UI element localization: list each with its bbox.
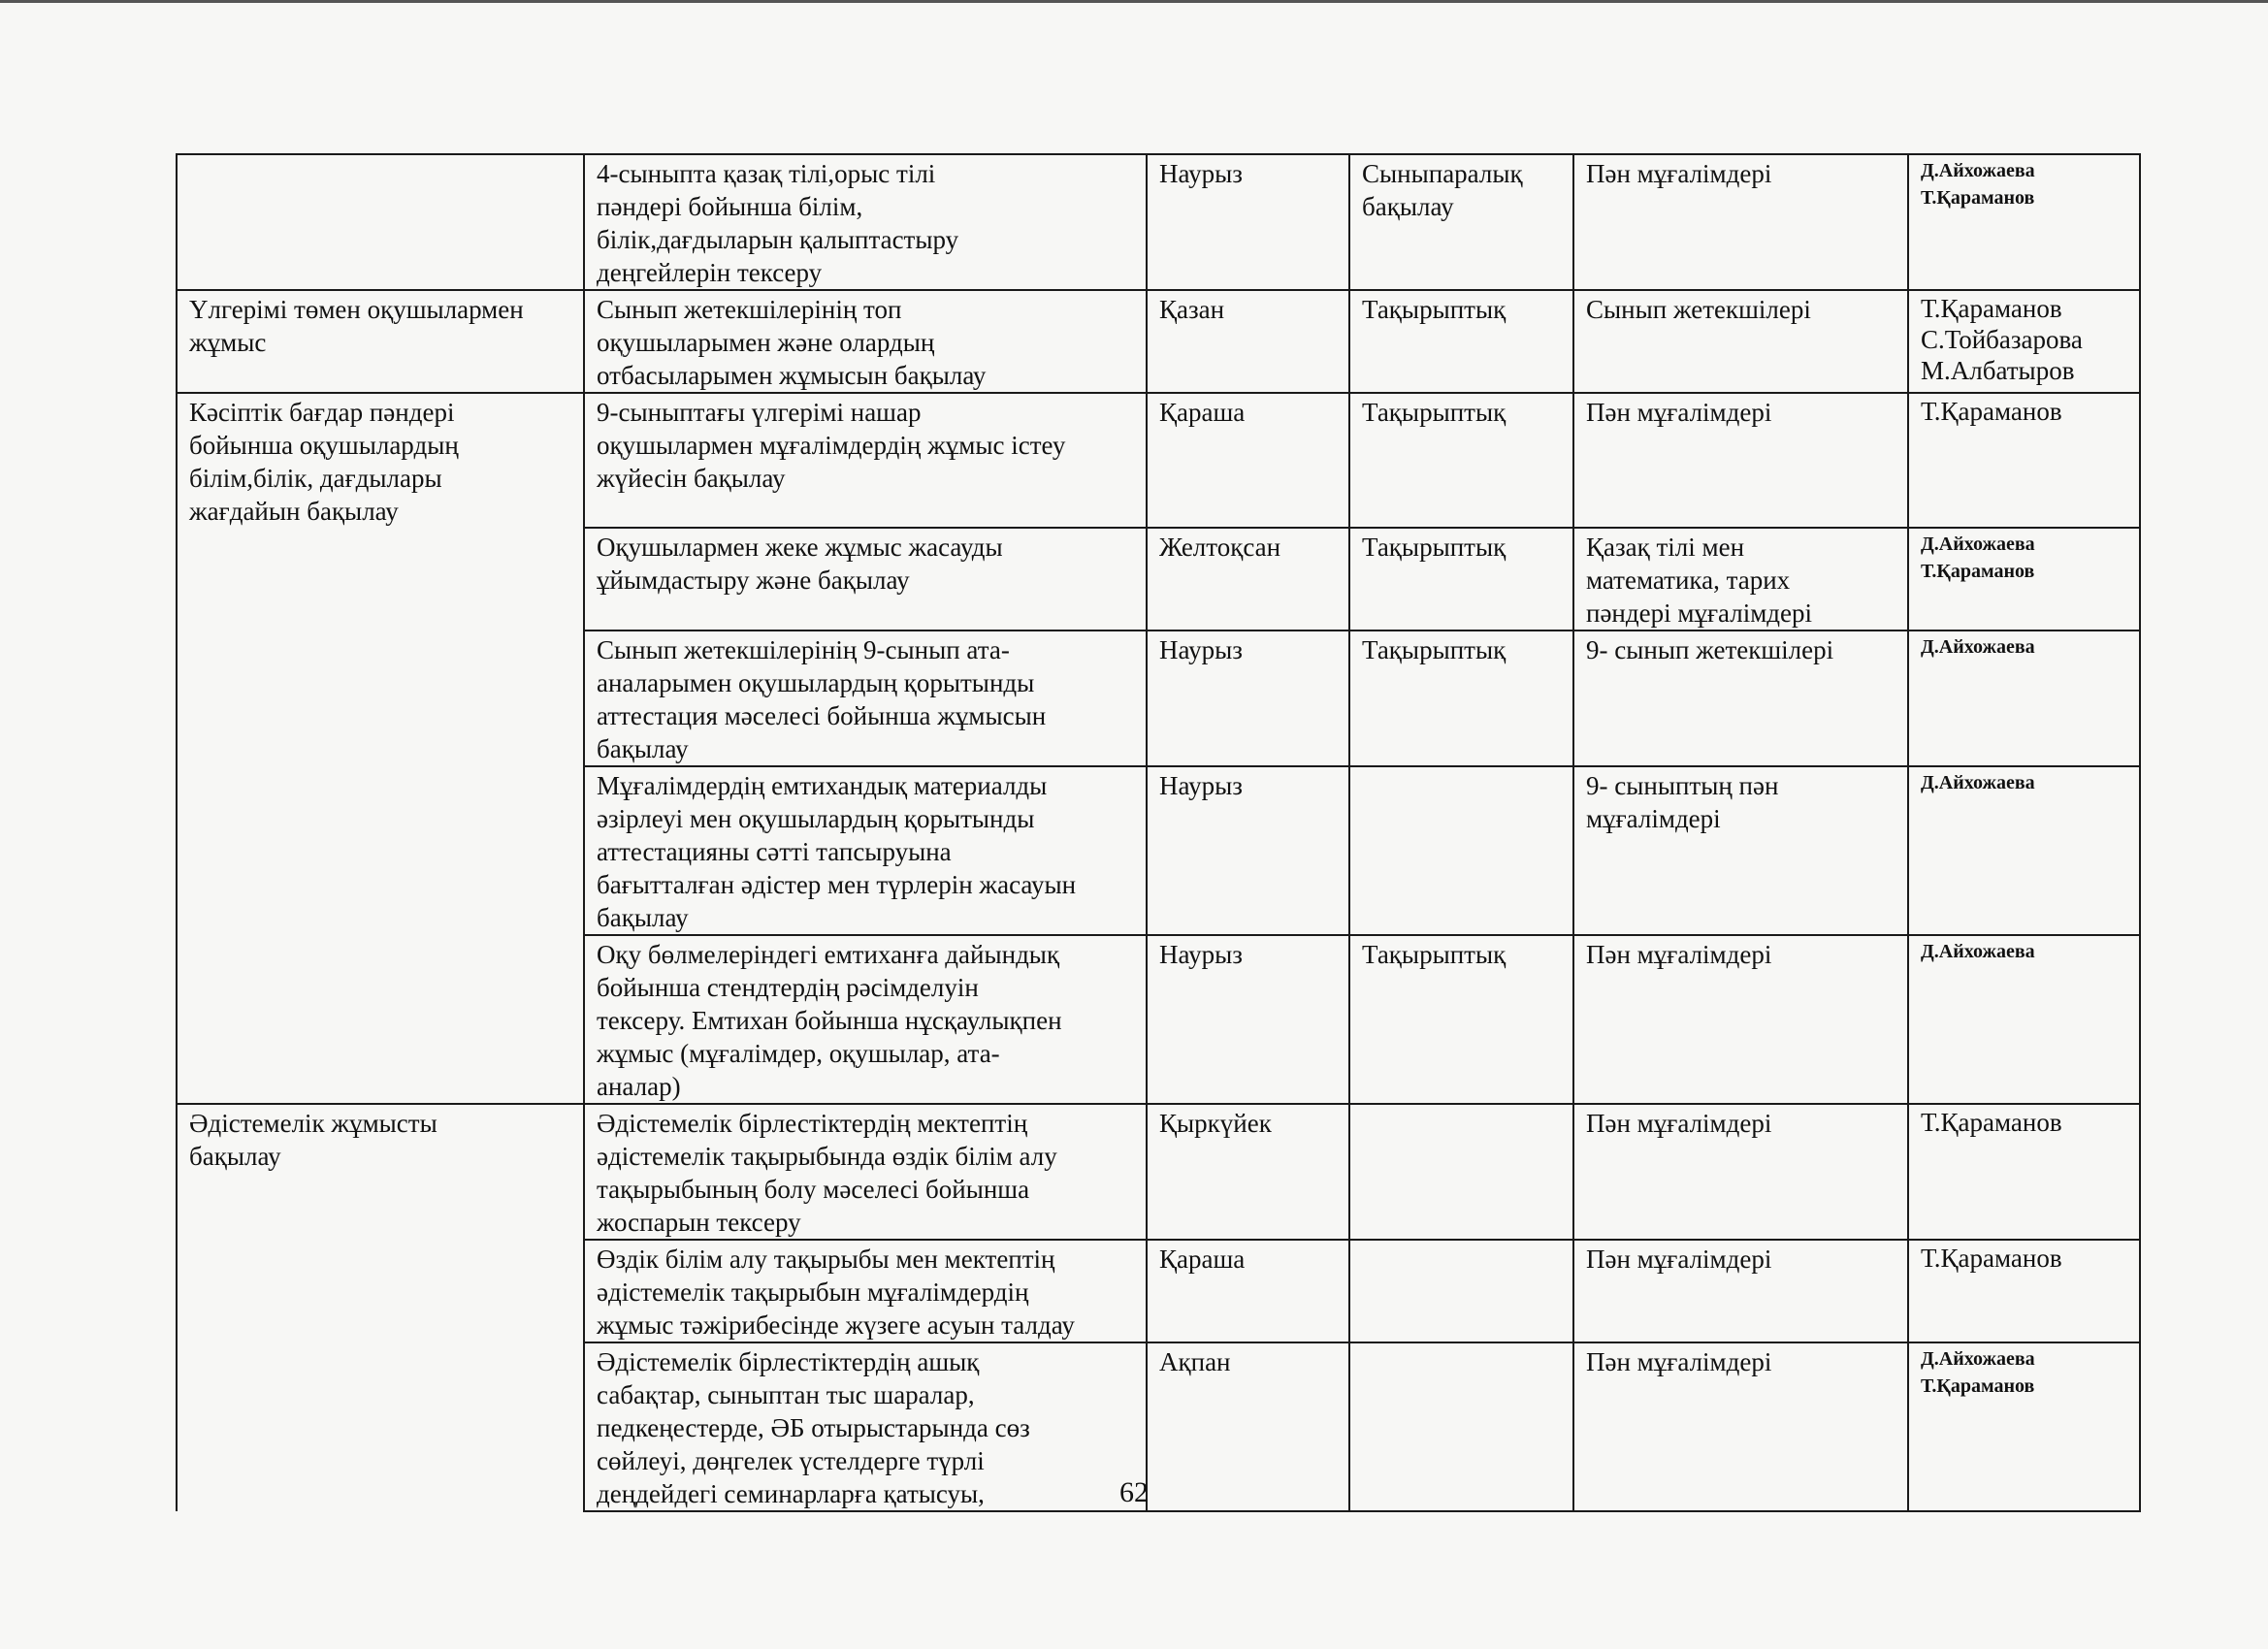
control-type-cell <box>1349 528 1573 630</box>
responsible-cell-line: Т.Қараманов <box>1921 1244 2062 1273</box>
participants-cell <box>1573 935 1908 1104</box>
control-area-cell <box>177 630 584 766</box>
control-content-cell-line: бақылау <box>597 903 689 932</box>
control-content-cell <box>584 528 1147 630</box>
page-number: 62 <box>1119 1476 1149 1508</box>
control-content-cell <box>584 630 1147 766</box>
participants-cell-line: мұғалімдері <box>1586 804 1721 833</box>
responsible-cell-line: Д.Айхожаева <box>1921 1348 2035 1370</box>
table-row <box>177 935 2140 1104</box>
table-row <box>177 528 2140 630</box>
control-content-cell-line: бақылау <box>597 734 689 763</box>
participants-cell-line: Қазақ тілі мен <box>1586 533 1745 562</box>
control-type-cell <box>1349 766 1573 935</box>
responsible-cell-line: С.Тойбазарова <box>1921 325 2083 354</box>
control-type-cell-line: Сыныпаралық <box>1362 159 1523 188</box>
participants-cell-line: Пән мұғалімдері <box>1586 398 1772 427</box>
responsible-cell-line: Т.Қараманов <box>1921 187 2035 209</box>
control-type-cell-line: Тақырыптық <box>1362 533 1507 562</box>
control-content-cell-line: әдістемелік тақырыбын мұғалімдердің <box>597 1277 1029 1307</box>
control-content-cell-line: оқушылармен мұғалімдердің жұмыс істеу <box>597 431 1066 460</box>
control-area-cell-line: білім,білік, дағдылары <box>189 464 442 493</box>
participants-cell <box>1573 1104 1908 1240</box>
responsible-cell-line: Д.Айхожаева <box>1921 772 2035 793</box>
control-content-cell-line: Өздік білім алу тақырыбы мен мектептің <box>597 1245 1055 1274</box>
control-area-cell <box>177 528 584 630</box>
control-type-cell-line: Тақырыптық <box>1362 940 1507 969</box>
responsible-cell-line: Т.Қараманов <box>1921 294 2062 323</box>
control-content-cell-line: әдістемелік тақырыбында өздік білім алу <box>597 1142 1057 1171</box>
control-content-cell-line: жұмыс тәжірибесінде жүзеге асуын талдау <box>597 1310 1075 1340</box>
control-content-cell-line: Мұғалімдердің емтихандық материалды <box>597 771 1048 800</box>
table-row <box>177 766 2140 935</box>
control-type-cell-line: Тақырыптық <box>1362 398 1507 427</box>
control-content-cell-line: жүйесін бақылау <box>597 464 786 493</box>
control-type-cell-line: Тақырыптық <box>1362 295 1507 324</box>
control-content-cell-line: отбасыларымен жұмысын бақылау <box>597 361 987 390</box>
time-cell: Наурыз <box>1147 766 1349 935</box>
control-content-cell <box>584 154 1147 290</box>
responsible-cell-line: Т.Қараманов <box>1921 1375 2035 1397</box>
participants-cell-line: математика, тарих <box>1586 566 1791 595</box>
participants-cell-line: Пән мұғалімдері <box>1586 1109 1772 1138</box>
control-content-cell-line: деңгейлерін тексеру <box>597 258 823 287</box>
responsible-cell-line: Т.Қараманов <box>1921 1108 2062 1137</box>
control-content-cell-line: педкеңестерде, ӘБ отырыстарында сөз <box>597 1413 1030 1442</box>
control-area-cell <box>177 393 584 528</box>
responsible-cell <box>1908 1104 2140 1240</box>
control-area-cell <box>177 766 584 935</box>
control-content-cell <box>584 766 1147 935</box>
time-cell: Желтоқсан <box>1147 528 1349 630</box>
participants-cell-line: пәндері мұғалімдері <box>1586 598 1813 628</box>
participants-cell <box>1573 630 1908 766</box>
control-content-cell-line: оқушыларымен және олардың <box>597 328 935 357</box>
control-type-cell <box>1349 630 1573 766</box>
responsible-cell <box>1908 290 2140 393</box>
control-content-cell-line: Оқушылармен жеке жұмыс жасауды <box>597 533 1003 562</box>
control-content-cell-line: аналар) <box>597 1072 681 1101</box>
control-content-cell <box>584 1104 1147 1240</box>
top-edge-rule <box>0 0 2268 3</box>
control-type-cell <box>1349 1104 1573 1240</box>
table-row <box>177 393 2140 528</box>
table-row <box>177 1240 2140 1342</box>
control-content-cell-line: аттестацияны сәтті тапсыруына <box>597 837 952 866</box>
control-content-cell-line: пәндері бойынша білім, <box>597 192 863 221</box>
control-area-cell-line: Әдістемелік жұмысты <box>189 1109 437 1138</box>
control-content-cell-line: сөйлеуі, дөңгелек үстелдерге түрлі <box>597 1446 985 1475</box>
time-cell: Ақпан <box>1147 1342 1349 1511</box>
control-type-cell-line: Тақырыптық <box>1362 635 1507 664</box>
control-type-cell <box>1349 290 1573 393</box>
responsible-cell <box>1908 393 2140 528</box>
control-content-cell-line: 4-сыныпта қазақ тілі,орыс тілі <box>597 159 936 188</box>
control-type-cell <box>1349 1240 1573 1342</box>
responsible-cell <box>1908 935 2140 1104</box>
control-content-cell <box>584 935 1147 1104</box>
control-content-cell-line: жоспарын тексеру <box>597 1208 801 1237</box>
participants-cell <box>1573 290 1908 393</box>
control-content-cell-line: тақырыбының болу мәселесі бойынша <box>597 1175 1030 1204</box>
control-type-cell <box>1349 935 1573 1104</box>
participants-cell-line: 9- сынып жетекшілері <box>1586 635 1834 664</box>
time-cell: Қараша <box>1147 393 1349 528</box>
table-row <box>177 1104 2140 1240</box>
responsible-cell-line: М.Албатыров <box>1921 356 2075 385</box>
responsible-cell-line: Т.Қараманов <box>1921 397 2062 426</box>
responsible-cell <box>1908 1240 2140 1342</box>
control-area-cell <box>177 290 584 393</box>
control-area-cell <box>177 154 584 290</box>
control-content-cell-line: Әдістемелік бірлестіктердің ашық <box>597 1347 980 1376</box>
time-cell: Наурыз <box>1147 630 1349 766</box>
responsible-cell <box>1908 528 2140 630</box>
control-content-cell-line: білік,дағдыларын қалыптастыру <box>597 225 959 254</box>
time-cell: Қыркүйек <box>1147 1104 1349 1240</box>
control-content-cell-line: Оқу бөлмелеріндегі емтиханға дайындық <box>597 940 1060 969</box>
control-content-cell-line: жұмыс (мұғалімдер, оқушылар, ата- <box>597 1039 1000 1068</box>
responsible-cell-line: Д.Айхожаева <box>1921 941 2035 962</box>
control-content-cell-line: ұйымдастыру және бақылау <box>597 566 910 595</box>
participants-cell-line: Пән мұғалімдері <box>1586 1347 1772 1376</box>
participants-cell <box>1573 1240 1908 1342</box>
control-area-cell-line: бақылау <box>189 1142 281 1171</box>
participants-cell-line: Сынып жетекшілері <box>1586 295 1811 324</box>
control-area-cell-line: жұмыс <box>189 328 267 357</box>
time-cell: Қазан <box>1147 290 1349 393</box>
control-content-cell-line: Сынып жетекшілерінің топ <box>597 295 902 324</box>
time-cell: Наурыз <box>1147 935 1349 1104</box>
control-content-cell-line: 9-сыныптағы үлгерімі нашар <box>597 398 922 427</box>
participants-cell <box>1573 528 1908 630</box>
control-content-cell <box>584 1240 1147 1342</box>
table-row <box>177 630 2140 766</box>
control-content-cell-line: деңдейдегі семинарларға қатысуы, <box>597 1479 985 1508</box>
control-content-cell-line: бойынша стендтердің рәсімделуін <box>597 973 979 1002</box>
participants-cell <box>1573 766 1908 935</box>
table-row <box>177 154 2140 290</box>
control-content-cell <box>584 393 1147 528</box>
responsible-cell <box>1908 154 2140 290</box>
control-area-cell-line: Кәсіптік бағдар пәндері <box>189 398 455 427</box>
control-area-cell <box>177 935 584 1104</box>
control-area-cell <box>177 1104 584 1240</box>
participants-cell-line: Пән мұғалімдері <box>1586 940 1772 969</box>
control-type-cell-line: бақылау <box>1362 192 1454 221</box>
participants-cell-line: Пән мұғалімдері <box>1586 1245 1772 1274</box>
control-area-cell-line: жағдайын бақылау <box>189 497 399 526</box>
table-row <box>177 290 2140 393</box>
responsible-cell-line: Д.Айхожаева <box>1921 636 2035 658</box>
table-body <box>177 154 2140 1511</box>
responsible-cell-line: Д.Айхожаева <box>1921 160 2035 181</box>
control-content-cell-line: сабақтар, сыныптан тыс шаралар, <box>597 1380 975 1409</box>
time-cell: Қараша <box>1147 1240 1349 1342</box>
control-content-cell <box>584 290 1147 393</box>
control-content-cell-line: аналарымен оқушылардың қорытынды <box>597 668 1035 697</box>
control-content-cell-line: тексеру. Емтихан бойынша нұсқаулықпен <box>597 1006 1062 1035</box>
control-type-cell <box>1349 393 1573 528</box>
control-content-cell-line: Сынып жетекшілерінің 9-сынып ата- <box>597 635 1010 664</box>
control-content-cell-line: бағытталған әдістер мен түрлерін жасауын <box>597 870 1077 899</box>
control-area-cell-line: бойынша оқушылардың <box>189 431 459 460</box>
control-content-cell-line: әзірлеуі мен оқушылардың қорытынды <box>597 804 1035 833</box>
participants-cell <box>1573 154 1908 290</box>
time-cell: Наурыз <box>1147 154 1349 290</box>
control-content-cell-line: аттестация мәселесі бойынша жұмысын <box>597 701 1047 730</box>
control-content-cell-line: Әдістемелік бірлестіктердің мектептің <box>597 1109 1028 1138</box>
control-area-cell-line: Үлгерімі төмен оқушылармен <box>189 295 524 324</box>
control-area-cell <box>177 1240 584 1342</box>
control-plan-table <box>176 153 2141 1512</box>
responsible-cell-line: Т.Қараманов <box>1921 561 2035 582</box>
participants-cell-line: 9- сыныптың пән <box>1586 771 1779 800</box>
responsible-cell-line: Д.Айхожаева <box>1921 534 2035 555</box>
participants-cell <box>1573 393 1908 528</box>
responsible-cell <box>1908 630 2140 766</box>
responsible-cell <box>1908 766 2140 935</box>
participants-cell-line: Пән мұғалімдері <box>1586 159 1772 188</box>
control-type-cell <box>1349 154 1573 290</box>
